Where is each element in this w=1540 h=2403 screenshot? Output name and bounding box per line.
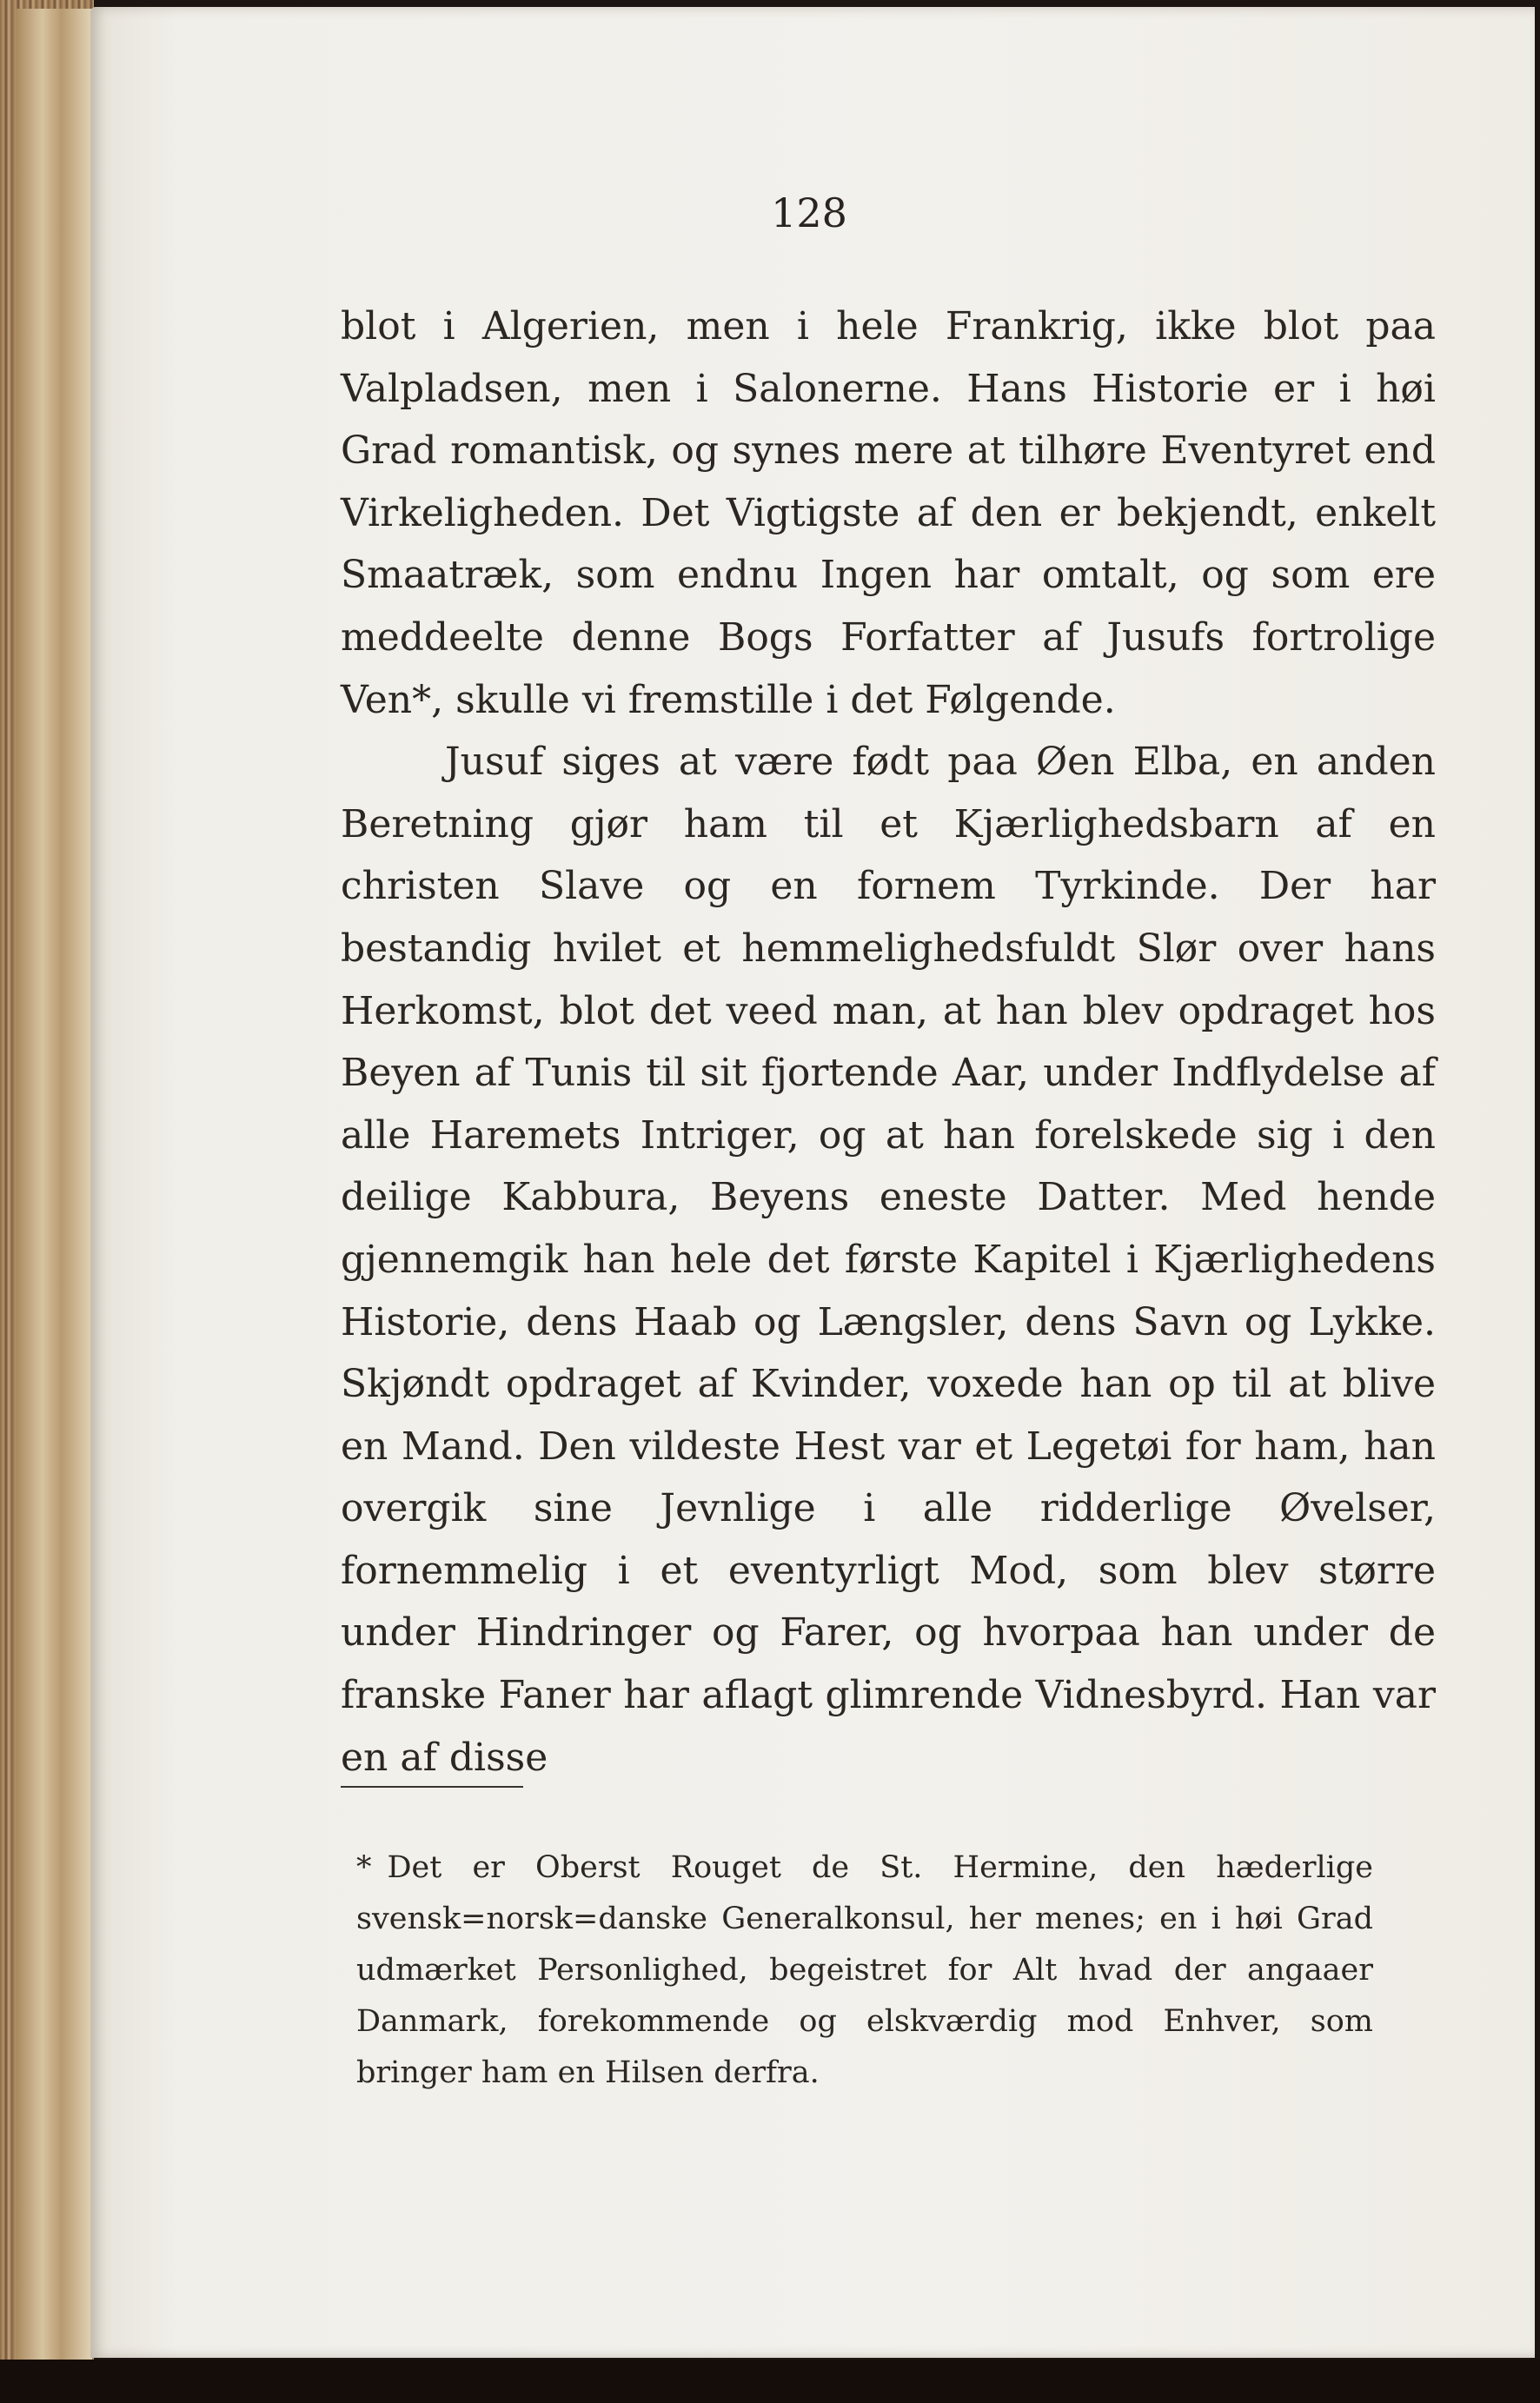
paragraph-2: Jusuf siges at være født paa Øen Elba, en anden Beretning gjør ham til et Kjærlighedsbarn af en christen Slave og en fornem Tyrkinde. Der har bestandig hvilet et hemmelighedsfuldt Slør over hans Herkomst, blot det veed man, at han blev opdraget hos Beyen af Tunis til sit fjortende Aar, under Indflydelse af alle Haremets Intriger, og at han forelskede sig i den deilige Kabbura, Beyens eneste Datter. Med hende gjennemgik han hele det første Kapitel i Kjærlighedens Historie, dens Haab og Længsler, dens Savn og Lykke. Skjøndt opdraget af Kvinder, voxede han op til at blive en Mand. Den vildeste Hest var et Legetøi for ham, han overgik sine Jevnlige i alle ridderlige Øvelser, fornemmelig i et eventyrligt Mod, som blev større under Hindringer og Farer, og hvorpaa han under de franske Faner har aflagt glimrende Vidnesbyrd. Han var en af disse: [341, 740, 1436, 1780]
scan-background-strip: [0, 2360, 1540, 2403]
book-page-edges-inner: [16, 9, 92, 2390]
paragraph-1: blot i Algerien, men i hele Frankrig, ikke blot paa Valpladsen, men i Salonerne. Hans Historie er i høi Grad romantisk, og synes mere at tilhøre Eventyret end Virkeligheden. Det Vigtigste af den er bekjendt, enkelt Smaatræk, som endnu Ingen har omtalt, og som ere meddeelte denne Bogs Forfatter af Jusufs fortrolige Ven*, skulle vi fremstille i det Følgende.: [341, 304, 1436, 722]
page-number: 128: [771, 189, 847, 236]
body-text: [341, 295, 1436, 1789]
book-page-edges: [0, 0, 94, 2403]
footnote: [356, 1842, 1373, 2099]
footnote-text: Det er Oberst Rouget de St. Hermine, den hæderlige svensk=norsk=danske Generalkonsul, her menes; en i høi Grad udmærket Personlighed, begeistret for Alt hvad der angaaer Danmark, forekommende og elskværdig mod Enhver, som bringer ham en Hilsen derfra.: [356, 1850, 1373, 2090]
footnote-marker: *: [356, 1850, 372, 1885]
footnote-divider: [341, 1786, 523, 1788]
